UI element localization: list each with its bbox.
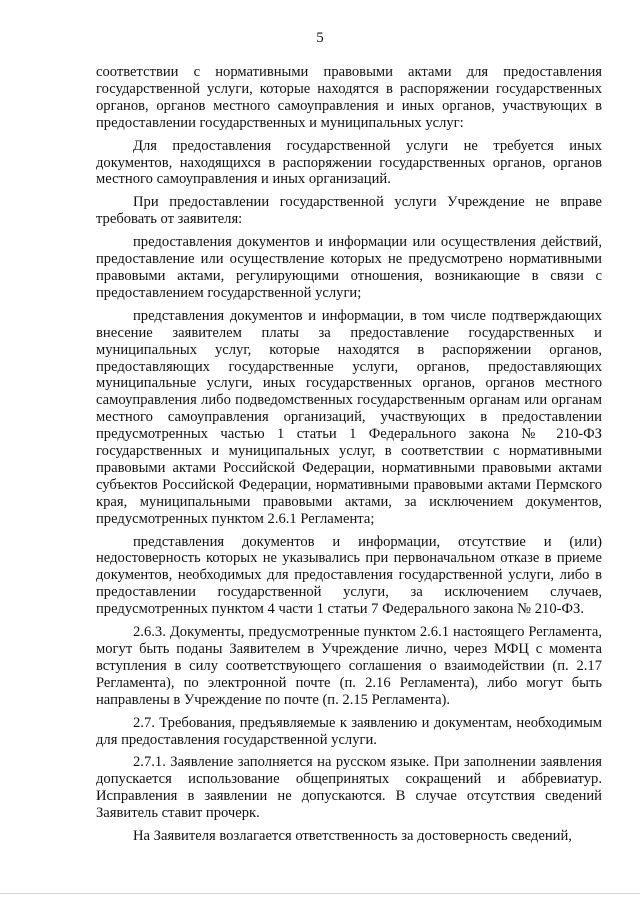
paragraph-section-2-6-3: 2.6.3. Документы, предусмотренные пунктом 2.6.1 настоящего Регламента, могут быть поданы Заявителем в Учреждение лично, через МФЦ с момента вступления в силу соответствующего соглашения о взаимодействии (п. 2.17 Регламента), по электронной почте (п. 2.16 Регламента), либо могут быть направлены в Учреждение по почте (п. 2.15 Регламента).: [96, 624, 602, 708]
paragraph-section-2-7: 2.7. Требования, предъявляемые к заявлению и документам, необходимым для предоставления государственной услуги.: [96, 714, 602, 748]
document-body: [96, 64, 602, 851]
page-edge-divider: [0, 893, 640, 894]
paragraph: представления документов и информации, в том числе подтверждающих внесение заявителем платы за предоставление государственных и муниципальных услуг, которые находятся в распоряжении органов, предоставляющих государственные услуги, органов, предоставляющих муниципальные услуги, иных государственных органов, органов местного самоуправления либо подведомственных государственным органам или органам местного самоуправления организаций, участвующих в предоставлении предусмотренных частью 1 статьи 1 Федерального закона № 210-ФЗ государственных и муниципальных услуг, в соответствии с нормативными правовыми актами Российской Федерации, нормативными правовыми актами субъектов Российской Федерации, нормативными правовыми актами Пермского края, муниципальными правовыми актами, за исключением документов, предусмотренных пунктом 2.6.1 Регламента;: [96, 307, 602, 527]
paragraph: При предоставлении государственной услуги Учреждение не вправе требовать от заявителя:: [96, 194, 602, 228]
paragraph: предоставления документов и информации или осуществления действий, предоставление или осуществление которых не предусмотрено нормативными правовыми актами, регулирующими отношения, возникающие в связи с предоставлением государственной услуги;: [96, 234, 602, 301]
page-number: 5: [316, 30, 324, 46]
paragraph-continuation: соответствии с нормативными правовыми актами для предоставления государственной услуги, которые находятся в распоряжении государственных органов, органов местного самоуправления и иных органов, участвующих в предоставлении государственных и муниципальных услуг:: [96, 64, 602, 131]
paragraph: представления документов и информации, отсутствие и (или) недостоверность которых не указывались при первоначальном отказе в приеме документов, необходимых для предоставления государственной услуги, либо в предоставлении государственной услуги, за исключением случаев, предусмотренных пунктом 4 части 1 статьи 7 Федерального закона № 210-ФЗ.: [96, 533, 602, 618]
paragraph-section-2-7-1: 2.7.1. Заявление заполняется на русском языке. При заполнении заявления допускается использование общепринятых сокращений и аббревиатур. Исправления в заявлении не допускаются. В случае отсутствия сведений Заявитель ставит прочерк.: [96, 754, 602, 822]
paragraph: На Заявителя возлагается ответственность за достоверность сведений,: [133, 828, 572, 845]
paragraph: Для предоставления государственной услуги не требуется иных документов, находящихся в распоряжении государственных органов, органов местного самоуправления и иных организаций.: [96, 137, 602, 188]
